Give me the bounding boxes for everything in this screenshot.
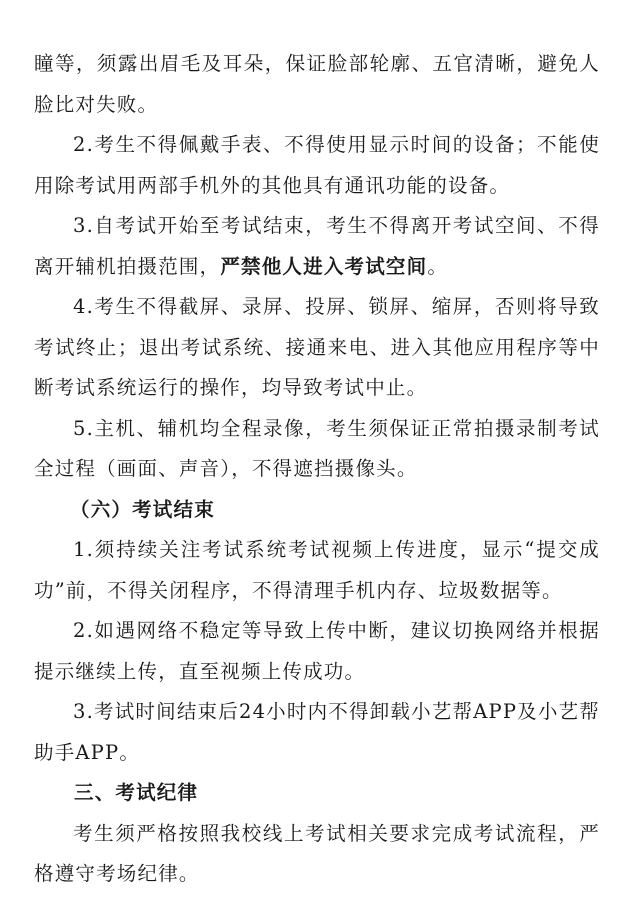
rule-3-text: 3.自考试开始至考试结束，考生不得离开考试空间、不得离开辅机拍摄范围， — [34, 214, 600, 278]
paragraph-rule-4: 4.考生不得截屏、录屏、投屏、锁屏、缩屏，否则将导致考试终止；退出考试系统、接通来电、进入其他应用程序等中断考试系统运行的操作，均导致考试中止。 — [34, 295, 600, 399]
rule-3-bold-warning: 严禁他人进入考试空间 — [220, 254, 428, 278]
section-heading-discipline: 三、考试纪律 — [74, 781, 199, 804]
rule-3-end: 。 — [427, 254, 449, 278]
section-heading-exam-end: （六）考试结束 — [70, 497, 215, 521]
paragraph-discipline: 考生须严格按照我校线上考试相关要求完成考试流程，严格遵守考场纪律。 — [34, 821, 600, 885]
paragraph-rule-2: 2.考生不得佩戴手表、不得使用显示时间的设备；不能使用除考试用两部手机外的其他具有通讯功能的设备。 — [34, 133, 600, 197]
paragraph-rule-5: 5.主机、辅机均全程录像，考生须保证正常拍摄录制考试全过程（画面、声音），不得遮挡摄像头。 — [34, 416, 600, 480]
document-body — [34, 44, 600, 895]
paragraph-end-2: 2.如遇网络不稳定等导致上传中断，建议切换网络并根据提示继续上传，直至视频上传成功。 — [34, 619, 600, 683]
paragraph-end-3: 3.考试时间结束后24小时内不得卸载小艺帮APP及小艺帮助手APP。 — [34, 700, 600, 764]
paragraph-intro-continuation: 瞳等，须露出眉毛及耳朵，保证脸部轮廓、五官清晰，避免人脸比对失败。 — [34, 52, 600, 116]
paragraph-end-1: 1.须持续关注考试系统考试视频上传进度，显示“提交成功”前，不得关闭程序，不得清理手机内存、垃圾数据等。 — [34, 538, 600, 602]
paragraph-rule-3 — [34, 206, 600, 287]
